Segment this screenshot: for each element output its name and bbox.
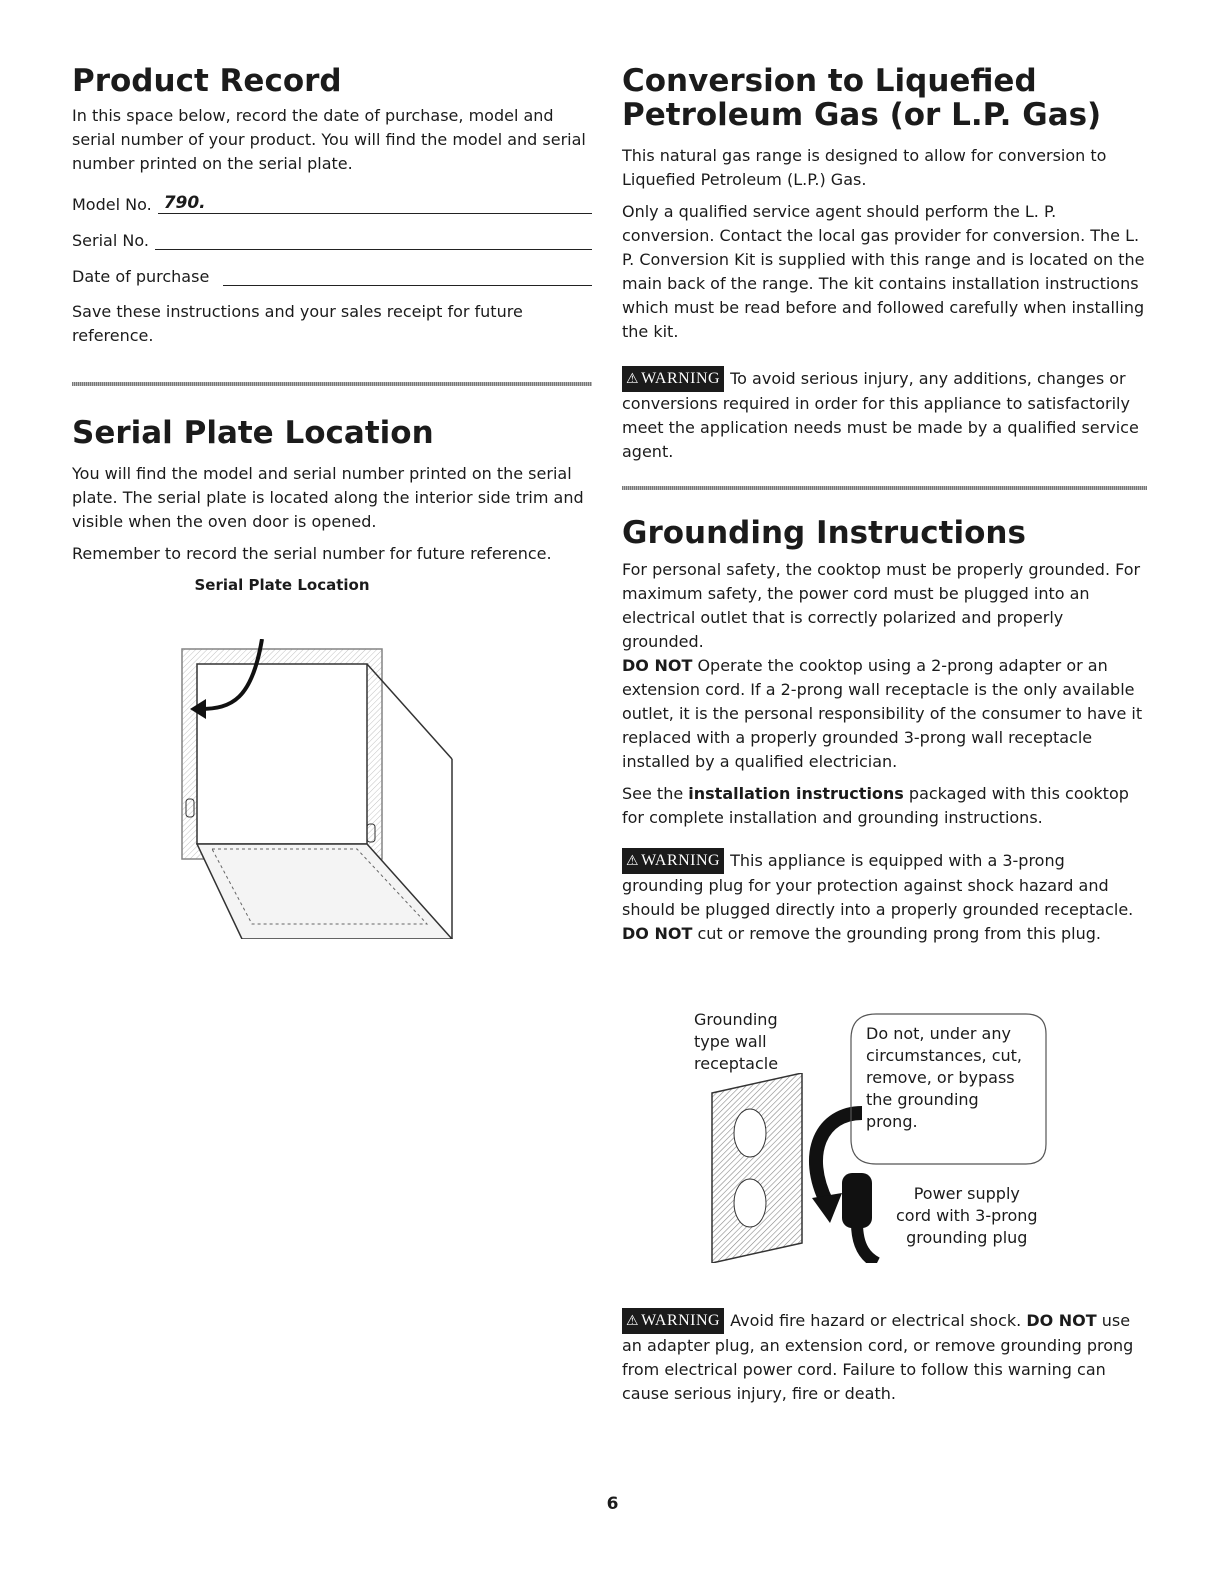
grounding-title: Grounding Instructions: [622, 515, 1026, 551]
product-record-title: Product Record: [72, 63, 342, 99]
do-not-emphasis: DO NOT: [622, 656, 693, 675]
warning-badge: ⚠ WARNING: [622, 1308, 724, 1334]
conversion-text2: Only a qualified service agent should perform the L. P. conversion. Contact the local gas provider for conversion. The L. P. Conversion Kit is supplied with this range and is located on the main back of the range. The kit contains installation instructions which must be read before and followed carefully when installing the kit.: [622, 202, 1145, 341]
serial-field: [72, 220, 592, 250]
warning-badge: ⚠ WARNING: [622, 848, 724, 874]
conversion-title-line2: Petroleum Gas (or L.P. Gas): [622, 97, 1102, 133]
date-label: Date of purchase: [72, 267, 210, 286]
section-divider: [622, 486, 1147, 490]
installation-instructions-emphasis: installation instructions: [688, 784, 904, 803]
grounding-warning: ⚠ WARNING This appliance is equipped with a 3-prong grounding plug for your protection against shock hazard and should be plugged directly into a properly grounded receptacle. DO NOT cut or remove the grounding prong from this plug.: [622, 848, 1147, 946]
final-warning: ⚠ WARNING Avoid fire hazard or electrical shock. DO NOT use an adapter plug, an extension cord, or remove grounding prong from electrical power cord. Failure to follow this warning can cause serious injury, fire or death.: [622, 1308, 1147, 1406]
model-value: 790.: [163, 193, 206, 213]
left-column: [72, 64, 592, 594]
date-line: [223, 265, 592, 286]
conversion-text1: This natural gas range is designed to allow for conversion to Liquefied Petroleum (L.P.) Gas.: [622, 146, 1107, 189]
date-field: [72, 256, 592, 286]
model-line: [158, 193, 592, 214]
serial-plate-text: You will find the model and serial number printed on the serial plate. The serial plate is located along the interior side trim and visible when the oven door is opened.: [72, 464, 584, 531]
grounding-text1: For personal safety, the cooktop must be properly grounded. For maximum safety, the power cord must be plugged into an electrical outlet that is correctly polarized and properly grounded.: [622, 560, 1141, 651]
section-divider: [72, 382, 592, 386]
model-field: [72, 184, 592, 214]
conversion-title-line1: Conversion to Liquefied: [622, 63, 1037, 99]
model-label: Model No.: [72, 195, 152, 214]
figure-caption: Serial Plate Location: [194, 576, 370, 594]
serial-plate-reminder: Remember to record the serial number for future reference.: [72, 544, 552, 563]
power-cord-label: Power supply cord with 3-prong grounding plug: [896, 1184, 1038, 1247]
warning-triangle-icon: ⚠: [626, 854, 640, 869]
serial-plate-title: Serial Plate Location: [72, 415, 434, 451]
product-record-intro: In this space below, record the date of purchase, model and serial number of your product. You will find the model and serial number printed on the serial plate.: [72, 106, 586, 173]
serial-label: Serial No.: [72, 231, 149, 250]
warning-triangle-icon: ⚠: [626, 372, 640, 387]
receptacle-label: Grounding type wall receptacle: [694, 1010, 779, 1073]
save-note: Save these instructions and your sales receipt for future reference.: [72, 302, 523, 345]
oven-interior-illustration: [172, 639, 472, 939]
grounding-text2: DO NOT Operate the cooktop using a 2-prong adapter or an extension cord. If a 2-prong wall receptacle is the only available outlet, it is the personal responsibility of the consumer to have it replaced with a properly grounded 3-prong wall receptacle installed by a qualified electrician.: [622, 656, 1143, 771]
serial-line: [155, 229, 592, 250]
grounding-text3: See the installation instructions packaged with this cooktop for complete installation and grounding instructions.: [622, 784, 1129, 827]
warning-triangle-icon: ⚠: [626, 1314, 640, 1329]
conversion-warning: [622, 366, 1147, 464]
bubble-text: Do not, under any circumstances, cut, remove, or bypass the grounding prong.: [866, 1024, 1022, 1131]
page-number: 6: [606, 1494, 619, 1514]
grounding-figure: [622, 1009, 1147, 1299]
conversion-warning-text: To avoid serious injury, any additions, changes or conversions required in order for this appliance to satisfactorily meet the application needs must be made by a qualified service agent.: [622, 369, 1139, 461]
right-column: [622, 63, 1147, 1403]
warning-badge: ⚠ WARNING: [622, 366, 724, 392]
